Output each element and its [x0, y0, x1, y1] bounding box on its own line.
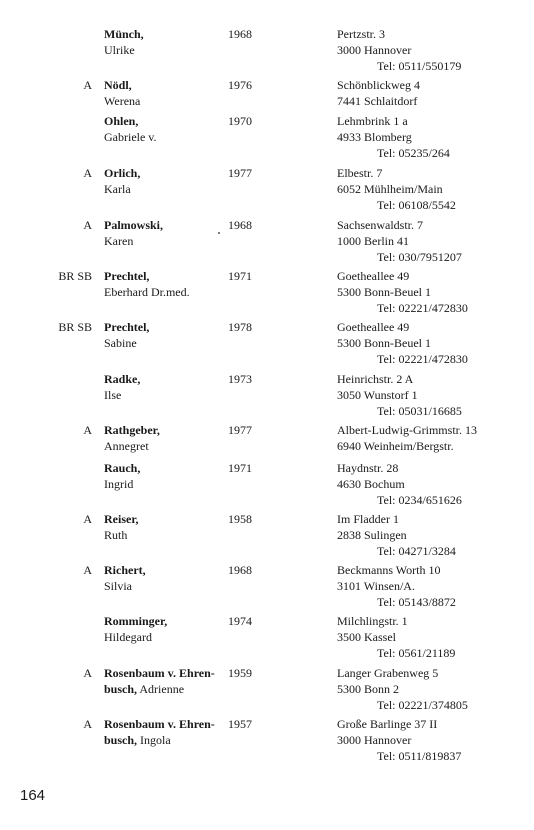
entry-surname: Richert, [104, 563, 146, 577]
entry-name [104, 665, 226, 697]
address-phone: Tel: 04271/3284 [377, 544, 456, 558]
entry-address [337, 562, 527, 610]
entry-code: A [83, 717, 92, 731]
entry-address [337, 716, 527, 764]
address-city: 3000 Hannover [337, 43, 412, 57]
entry-code: BR SB [58, 269, 92, 283]
entry-surname: Rosenbaum v. Ehren- [104, 717, 215, 731]
entry-given-name: Hildegard [104, 630, 152, 644]
entry-year: 1968 [228, 27, 252, 41]
address-street: Große Barlinge 37 II [337, 717, 438, 731]
entry-surname: Rathgeber, [104, 423, 160, 437]
address-street: Goetheallee 49 [337, 269, 410, 283]
entry-year: 1977 [228, 166, 252, 180]
entry-address [337, 77, 527, 109]
entry-surname: Münch, [104, 27, 144, 41]
entry-surname: Palmowski, [104, 218, 164, 232]
address-phone: Tel: 05031/16685 [377, 404, 462, 418]
entry-given-name: Eberhard Dr.med. [104, 285, 190, 299]
entry-given-name: Gabriele v. [104, 130, 157, 144]
entry-year: 1959 [228, 666, 252, 680]
entry-name [104, 422, 226, 454]
address-city: 3000 Hannover [337, 733, 412, 747]
entry-name [104, 613, 226, 645]
entry-surname: Nödl, [104, 78, 132, 92]
address-street: Im Fladder 1 [337, 512, 399, 526]
address-phone: Tel: 030/7951207 [377, 250, 462, 264]
address-city: 2838 Sulingen [337, 528, 407, 542]
address-city: 5300 Bonn-Beuel 1 [337, 285, 431, 299]
entry-code: A [83, 78, 92, 92]
entry-code: A [83, 423, 92, 437]
address-phone: Tel: 0234/651626 [377, 493, 462, 507]
entry-name [104, 165, 226, 197]
entry-surname: Reiser, [104, 512, 139, 526]
entry-name [104, 26, 226, 58]
entry-surname: Orlich, [104, 166, 141, 180]
entry-surname: Radke, [104, 372, 141, 386]
entry-code: A [83, 166, 92, 180]
entry-surname-continued: busch, [104, 733, 138, 747]
address-street: Albert-Ludwig-Grimmstr. 13 [337, 423, 477, 437]
entry-address [337, 422, 527, 454]
entry-given-name [104, 732, 226, 748]
entry-code: BR SB [58, 320, 92, 334]
entry-surname: Prechtel, [104, 269, 150, 283]
entry-given-name: Ingrid [104, 477, 134, 491]
entry-surname: Prechtel, [104, 320, 150, 334]
entry-year: 1976 [228, 78, 252, 92]
entry-surname: Ohlen, [104, 114, 139, 128]
entry-name [104, 319, 226, 351]
entry-year: 1974 [228, 614, 252, 628]
entry-code: A [83, 563, 92, 577]
address-street: Heinrichstr. 2 A [337, 372, 414, 386]
entry-given-name: Werena [104, 94, 141, 108]
address-phone: Tel: 02221/374805 [377, 698, 468, 712]
address-phone: Tel: 05235/264 [377, 146, 450, 160]
address-street: Lehmbrink 1 a [337, 114, 408, 128]
page-number: 164 [20, 787, 46, 804]
address-city: 7441 Schlaitdorf [337, 94, 418, 108]
entry-address [337, 165, 527, 213]
address-city: 5300 Bonn 2 [337, 682, 400, 696]
entry-year: 1971 [228, 269, 252, 283]
entry-name [104, 217, 226, 249]
entry-address [337, 613, 527, 661]
address-phone: Tel: 0511/550179 [377, 59, 462, 73]
entry-code: A [83, 218, 92, 232]
entry-name [104, 268, 226, 300]
entry-year: 1971 [228, 461, 252, 475]
entry-address [337, 113, 527, 161]
address-street: Pertzstr. 3 [337, 27, 385, 41]
entry-given-name-text: Ingola [137, 733, 171, 747]
entry-given-name: Ilse [104, 388, 122, 402]
address-phone: Tel: 06108/5542 [377, 198, 456, 212]
address-city: 6940 Weinheim/Bergstr. [337, 439, 454, 453]
address-street: Sachsenwaldstr. 7 [337, 218, 423, 232]
entry-given-name [104, 681, 226, 697]
entry-name [104, 77, 226, 109]
address-street: Schönblickweg 4 [337, 78, 420, 92]
address-phone: Tel: 0511/819837 [377, 749, 462, 763]
address-phone: Tel: 0561/21189 [377, 646, 456, 660]
address-city: 4933 Blomberg [337, 130, 412, 144]
entry-surname: Rosenbaum v. Ehren- [104, 666, 215, 680]
entry-address [337, 26, 527, 74]
entry-address [337, 217, 527, 265]
entry-code: A [83, 512, 92, 526]
entry-address [337, 665, 527, 713]
entry-year: 1957 [228, 717, 252, 731]
entry-given-name: Silvia [104, 579, 133, 593]
entry-given-name: Sabine [104, 336, 137, 350]
entry-year: 1970 [228, 114, 252, 128]
entry-name [104, 716, 226, 748]
entry-code: A [83, 666, 92, 680]
entry-name [104, 113, 226, 145]
entry-name [104, 562, 226, 594]
entry-given-name: Karen [104, 234, 134, 248]
address-street: Goetheallee 49 [337, 320, 410, 334]
entry-address [337, 268, 527, 316]
address-street: Haydnstr. 28 [337, 461, 399, 475]
address-phone: Tel: 02221/472830 [377, 301, 468, 315]
address-city: 1000 Berlin 41 [337, 234, 409, 248]
address-city: 4630 Bochum [337, 477, 405, 491]
entry-name [104, 460, 226, 492]
entry-address [337, 460, 527, 508]
entry-address [337, 371, 527, 419]
entry-surname: Romminger, [104, 614, 168, 628]
entry-given-name: Ulrike [104, 43, 135, 57]
address-street: Milchlingstr. 1 [337, 614, 408, 628]
print-speck [218, 232, 220, 234]
address-city: 3500 Kassel [337, 630, 396, 644]
entry-year: 1968 [228, 218, 252, 232]
address-street: Langer Grabenweg 5 [337, 666, 439, 680]
entry-year: 1958 [228, 512, 252, 526]
entry-year: 1973 [228, 372, 252, 386]
entry-year: 1978 [228, 320, 252, 334]
entry-surname: Rauch, [104, 461, 141, 475]
address-city: 3101 Winsen/A. [337, 579, 415, 593]
entry-given-name-text: Adrienne [137, 682, 185, 696]
entry-surname-continued: busch, [104, 682, 138, 696]
entry-year: 1968 [228, 563, 252, 577]
address-city: 6052 Mühlheim/Main [337, 182, 443, 196]
address-street: Elbestr. 7 [337, 166, 383, 180]
entry-name [104, 371, 226, 403]
address-street: Beckmanns Worth 10 [337, 563, 441, 577]
address-phone: Tel: 05143/8872 [377, 595, 456, 609]
entry-given-name: Ruth [104, 528, 128, 542]
entry-given-name: Annegret [104, 439, 149, 453]
entry-address [337, 319, 527, 367]
entry-given-name: Karla [104, 182, 131, 196]
address-city: 5300 Bonn-Beuel 1 [337, 336, 431, 350]
address-city: 3050 Wunstorf 1 [337, 388, 418, 402]
entry-address [337, 511, 527, 559]
entry-year: 1977 [228, 423, 252, 437]
entry-name [104, 511, 226, 543]
address-phone: Tel: 02221/472830 [377, 352, 468, 366]
